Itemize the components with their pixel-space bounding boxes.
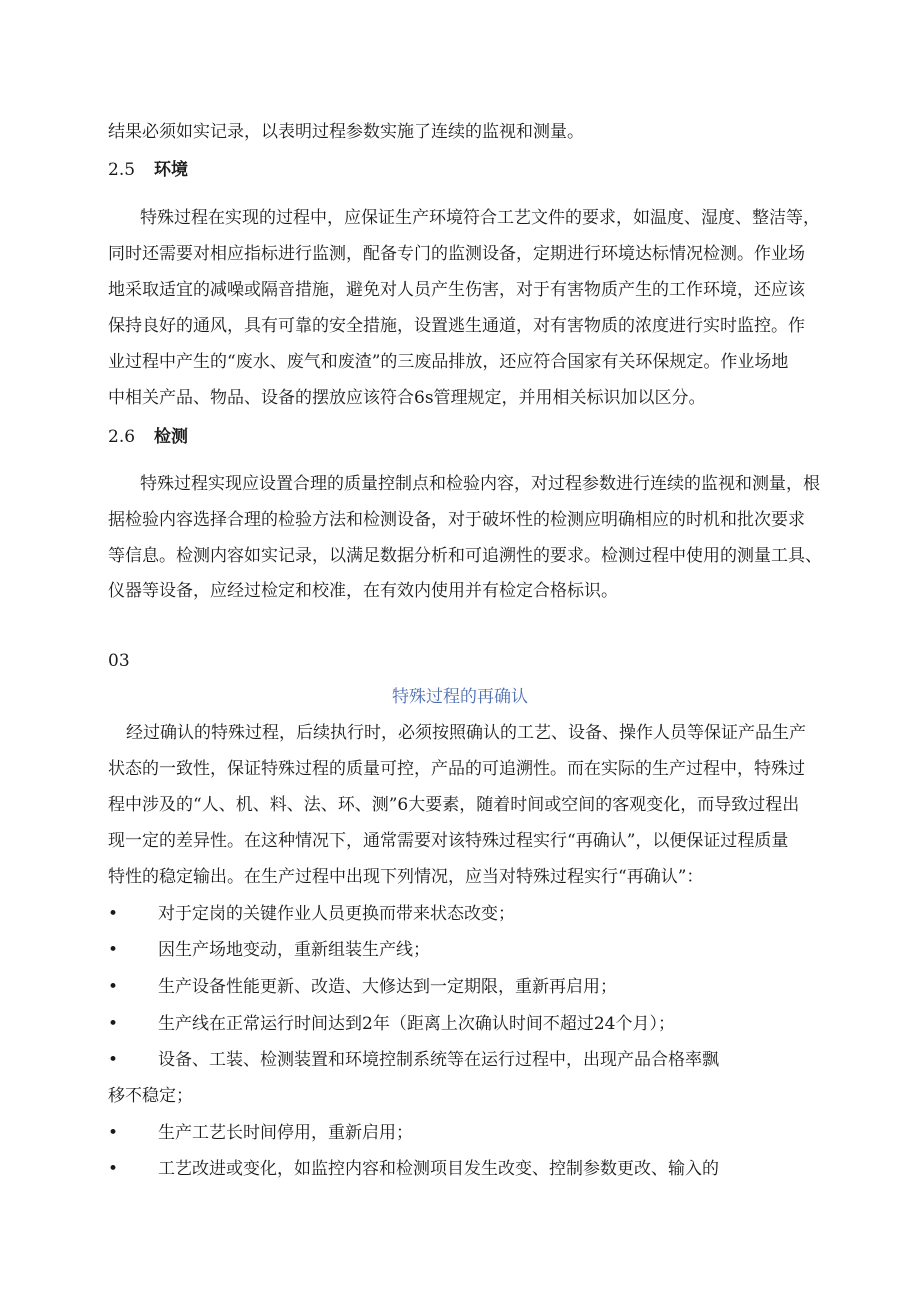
paragraph-line: 业过程中产生的“废水、废气和废渣”的三废品排放，还应符合国家有关环保规定。作业场地 bbox=[108, 352, 789, 372]
paragraph-line: 据检验内容选择合理的检验方法和检测设备，对于破坏性的检测应明确相应的时机和批次要求 bbox=[108, 510, 805, 530]
list-item bbox=[108, 1049, 719, 1071]
list-item-text: 因生产场地变动，重新组装生产线； bbox=[158, 940, 430, 960]
paragraph-line: 状态的一致性，保证特殊过程的质量可控，产品的可追溯性。而在实际的生产过程中，特殊过 bbox=[108, 759, 805, 779]
paragraph-line: 特殊过程在实现的过程中，应保证生产环境符合工艺文件的要求，如温度、湿度、整洁等， bbox=[140, 208, 820, 228]
list-item bbox=[108, 1013, 675, 1035]
bullet-icon: • bbox=[108, 940, 119, 960]
section-heading-2-5 bbox=[108, 159, 188, 181]
list-item bbox=[108, 1158, 719, 1180]
section-title: 环境 bbox=[154, 160, 188, 180]
section-heading-2-6 bbox=[108, 426, 188, 448]
section-title: 检测 bbox=[154, 427, 188, 447]
list-item-text: 对于定岗的关键作业人员更换而带来状态改变； bbox=[158, 904, 515, 924]
paragraph-line: 仪器等设备，应经过检定和校准，在有效内使用并有检定合格标识。 bbox=[108, 581, 618, 601]
section-number: 2.5 bbox=[108, 160, 136, 180]
paragraph-line: 特殊过程实现应设置合理的质量控制点和检验内容，对过程参数进行连续的监视和测量，根 bbox=[140, 474, 820, 494]
bullet-icon: • bbox=[108, 1123, 119, 1143]
paragraph-line: 地采取适宜的减噪或隔音措施，避免对人员产生伤害，对于有害物质产生的工作环境，还应该 bbox=[108, 280, 805, 300]
bullet-icon: • bbox=[108, 1050, 119, 1070]
paragraph-line: 同时还需要对相应指标进行监测，配备专门的监测设备，定期进行环境达标情况检测。作业场 bbox=[108, 244, 805, 264]
bullet-icon: • bbox=[108, 904, 119, 924]
list-item-text: 设备、工装、检测装置和环境控制系统等在运行过程中，出现产品合格率飘 bbox=[158, 1050, 719, 1070]
paragraph-line: 等信息。检测内容如实记录，以满足数据分析和可追溯性的要求。检测过程中使用的测量工具、 bbox=[108, 546, 822, 566]
paragraph-line: 程中涉及的“人、机、料、法、环、测”6大要素，随着时间或空间的客观变化，而导致过程出 bbox=[108, 795, 800, 815]
paragraph-line: 保持良好的通风，具有可靠的安全措施，设置逃生通道，对有害物质的浓度进行实时监控。作 bbox=[108, 316, 805, 336]
paragraph-line: 中相关产品、物品、设备的摆放应该符合6s管理规定，并用相关标识加以区分。 bbox=[108, 388, 706, 408]
part-title: 特殊过程的再确认 bbox=[392, 687, 528, 707]
paragraph-line: 经过确认的特殊过程，后续执行时，必须按照确认的工艺、设备、操作人员等保证产品生产 bbox=[126, 723, 806, 743]
list-item bbox=[108, 903, 515, 925]
list-item-text: 生产工艺长时间停用，重新启用； bbox=[158, 1123, 413, 1143]
bullet-icon: • bbox=[108, 977, 119, 997]
paragraph-line: 特性的稳定输出。在生产过程中出现下列情况，应当对特殊过程实行“再确认”： bbox=[108, 867, 704, 887]
part-number: 03 bbox=[108, 651, 130, 671]
list-item bbox=[108, 976, 617, 998]
paragraph-line: 现一定的差异性。在这种情况下，通常需要对该特殊过程实行“再确认”，以便保证过程质量 bbox=[108, 831, 789, 851]
section-number: 2.6 bbox=[108, 427, 136, 447]
intro-text: 结果必须如实记录，以表明过程参数实施了连续的监视和测量。 bbox=[108, 122, 584, 142]
list-item bbox=[108, 939, 430, 961]
list-item-text: 生产设备性能更新、改造、大修达到一定期限，重新再启用； bbox=[158, 977, 617, 997]
bullet-icon: • bbox=[108, 1014, 119, 1034]
list-item-text: 工艺改进或变化，如监控内容和检测项目发生改变、控制参数更改、输入的 bbox=[158, 1159, 719, 1179]
list-item-continuation: 移不稳定； bbox=[108, 1086, 193, 1106]
list-item-text: 生产线在正常运行时间达到2年（距离上次确认时间不超过24个月）； bbox=[158, 1014, 675, 1034]
list-item bbox=[108, 1122, 413, 1144]
bullet-icon: • bbox=[108, 1159, 119, 1179]
